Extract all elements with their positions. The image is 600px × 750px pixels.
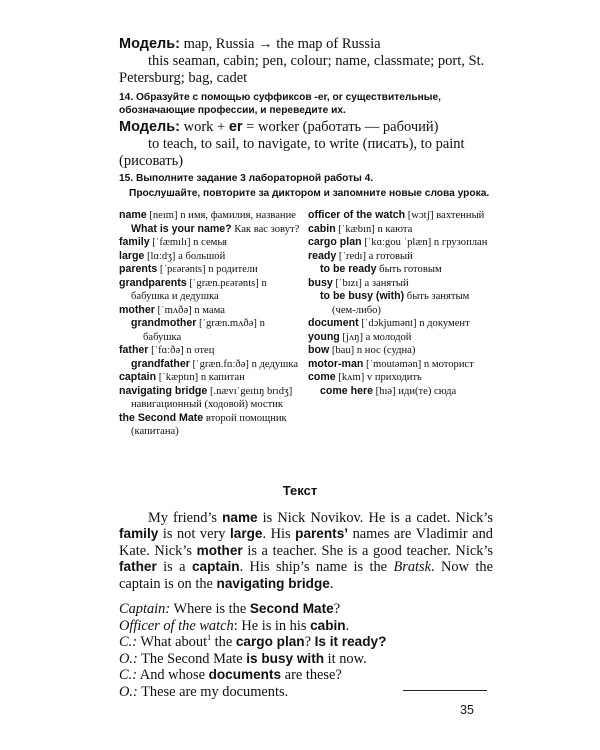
- vocab-definition: быть занятым (чем-либо): [332, 291, 470, 316]
- vocab-definition: [ˈgræn.pɛərənts] n бабушка и дедушка: [131, 277, 267, 302]
- bold-word: Is it ready?: [314, 634, 387, 649]
- vocab-definition: [ˈkɑːgou ˈplæn] n грузоплан: [361, 237, 488, 248]
- text-run: : He is in his: [233, 617, 311, 634]
- vocab-definition: [ˈpɛərənts] n родители: [157, 264, 258, 275]
- bold-word: captain: [191, 559, 240, 575]
- vocab-word: parents: [119, 263, 158, 275]
- model-result: the map of Russia: [272, 36, 381, 52]
- vocab-entry: [119, 250, 302, 264]
- text-run: And whose: [137, 667, 209, 683]
- vocab-entry: [119, 358, 302, 372]
- vocab-entry: [119, 223, 302, 237]
- vocab-definition: [ˈfæmılı] n семья: [149, 237, 228, 248]
- dialog-line: [119, 684, 493, 701]
- vocab-definition: [ˈmʌðə] n мама: [154, 304, 225, 316]
- text-run: ?: [333, 601, 341, 617]
- vocab-entry: [119, 317, 302, 344]
- vocab-entry: [119, 209, 302, 223]
- vocab-word: family: [119, 236, 150, 248]
- vocab-word: father: [119, 344, 149, 356]
- vocab-entry: [308, 317, 491, 331]
- vocab-entry: [119, 236, 302, 250]
- bold-word: documents: [208, 667, 282, 682]
- vocab-entry: [119, 277, 302, 304]
- dialog-line: [119, 667, 493, 684]
- model-1: [119, 36, 491, 53]
- vocab-word: motor-man: [308, 357, 364, 370]
- text-run: . His: [262, 526, 296, 543]
- vocab-word: bow: [308, 344, 330, 356]
- dialog-line: [119, 634, 493, 651]
- vocab-definition: [ˈmoutəmən] n моторист: [363, 358, 474, 370]
- vocab-entry: [308, 344, 491, 358]
- vocab-entry: [308, 236, 491, 250]
- vocab-entry: [119, 263, 302, 277]
- vocab-word: navigating bridge: [119, 384, 208, 397]
- vocab-definition: [ˈgræn.fɑːðə] n дедушка: [189, 358, 299, 370]
- bold-word: Second Mate: [249, 601, 334, 616]
- story-paragraph: [119, 510, 493, 592]
- vocab-entry: [308, 263, 491, 277]
- model-suffix: er: [228, 119, 243, 135]
- dialog-line: [119, 618, 493, 635]
- text-run: is Nick Novikov. He is a cadet. Nick’s: [257, 510, 493, 526]
- text-run: Where is the: [170, 601, 250, 617]
- vocab-definition: [ˈfɑːðə] n отец: [148, 345, 215, 356]
- vocab-definition: быть готовым: [376, 264, 442, 275]
- vocab-word: officer of the watch: [308, 209, 406, 221]
- italic-text: Captain:: [119, 601, 171, 617]
- vocab-entry: [308, 250, 491, 264]
- text-run: .: [345, 617, 350, 634]
- vocabulary-right-column: [308, 209, 491, 398]
- vocabulary-left-column: [119, 209, 302, 439]
- vocab-definition: [kʌm] v приходить: [335, 372, 422, 383]
- text-run: is a teacher. She is a good teacher. Nick’s: [242, 542, 493, 559]
- bold-word: family: [119, 526, 159, 542]
- bold-word: parents’: [295, 526, 349, 542]
- vocab-word: document: [308, 317, 359, 329]
- vocab-word: grandparents: [119, 276, 187, 289]
- text-run: The Second Mate: [137, 650, 247, 667]
- text-run: . His ship’s name is the: [239, 559, 394, 576]
- text-run: .: [329, 575, 334, 592]
- model-result: = worker (работать — рабочий): [242, 119, 439, 135]
- vocab-definition: [ˈbızı] a занятый: [332, 277, 409, 289]
- vocab-word: ready: [308, 249, 337, 262]
- model-example: map, Russia: [179, 36, 259, 52]
- text-run: is a: [156, 559, 192, 576]
- vocab-entry: [119, 344, 302, 358]
- vocab-word: come: [308, 371, 336, 383]
- vocab-definition: [ˈgræn.mʌðə] n бабушка: [143, 318, 265, 343]
- italic-text: O.:: [119, 650, 138, 667]
- vocab-definition: [.nævıˈgeıtıŋ brıdʒ] навигационный (ходовой) мостик: [131, 385, 293, 410]
- vocab-entry: [119, 412, 302, 439]
- footnote-rule: [403, 690, 487, 691]
- vocab-word: come here: [320, 384, 373, 397]
- vocab-word: grandfather: [131, 357, 190, 370]
- vocab-entry: [308, 358, 491, 372]
- model-2-items: to teach, to sail, to navigate, to write (писать), to paint (рисовать): [119, 136, 465, 169]
- vocab-word: What is your name?: [131, 222, 232, 235]
- bold-word: navigating bridge: [216, 575, 330, 591]
- dialog-line: [119, 651, 493, 668]
- dialog-line: [119, 601, 493, 618]
- vocab-definition: [neım] n имя, фамилия, название: [146, 210, 296, 221]
- vocab-word: grandmother: [131, 317, 197, 329]
- italic-text: Bratsk: [393, 559, 432, 576]
- bold-word: cabin: [310, 617, 346, 633]
- task-14: 14. Образуйте с помощью суффиксов -er, or существительные, обозначающие профессии, и переведите их.: [119, 92, 441, 116]
- italic-text: C.:: [119, 634, 137, 650]
- vocab-word: name: [119, 209, 147, 221]
- model-label: Модель:: [119, 36, 180, 52]
- text-run: 1: [207, 633, 212, 643]
- vocab-definition: [bau] n нос (судна): [329, 345, 416, 356]
- vocab-definition: [ˈkæbın] n каюта: [335, 223, 413, 235]
- task-15: 15. Выполните задание 3 лабораторной работы 4.: [119, 173, 374, 184]
- vocab-word: captain: [119, 371, 157, 383]
- bold-word: cargo plan: [235, 634, 305, 649]
- model-example: work +: [179, 119, 229, 135]
- vocab-word: to be busy (with): [320, 290, 405, 302]
- vocab-definition: Как вас зовут?: [231, 223, 300, 235]
- text-run: . Now the captain is on the: [119, 559, 494, 592]
- text-run: are these?: [281, 667, 342, 683]
- vocab-entry: [308, 277, 491, 291]
- vocab-entry: [119, 304, 302, 318]
- text-run: ?: [304, 634, 315, 650]
- vocab-definition: [wɔtʃ] вахтенный: [405, 210, 485, 221]
- text-run: My friend’s: [148, 510, 223, 526]
- vocab-instruction: Прослушайте, повторите за диктором и запомните новые слова урока.: [129, 188, 490, 199]
- italic-text: O.:: [119, 683, 138, 700]
- vocab-word: cargo plan: [308, 236, 362, 248]
- dialog: [119, 601, 493, 700]
- italic-text: C.:: [119, 667, 137, 683]
- vocab-entry: [308, 290, 491, 317]
- vocab-definition: [lɑːdʒ] a большой: [144, 250, 226, 262]
- bold-word: name: [222, 510, 258, 525]
- vocab-definition: [jʌŋ] a молодой: [339, 331, 412, 343]
- text-run: names are Vladimir and Kate. Nick’s: [119, 526, 493, 559]
- vocab-word: young: [308, 330, 340, 343]
- vocab-entry: [119, 385, 302, 412]
- vocab-word: cabin: [308, 222, 336, 235]
- vocab-word: large: [119, 249, 145, 262]
- vocab-word: to be ready: [320, 263, 377, 275]
- vocab-entry: [308, 209, 491, 223]
- text-run: These are my documents.: [137, 683, 289, 700]
- arrow-icon: →: [258, 36, 273, 52]
- vocab-word: mother: [119, 303, 155, 316]
- vocab-definition: [ˈdɔkjumənt] n документ: [358, 318, 470, 329]
- vocab-definition: второй помощник (капитана): [131, 412, 287, 437]
- vocab-entry: [308, 385, 491, 399]
- vocab-entry: [308, 223, 491, 237]
- exercise-block: [119, 36, 491, 200]
- vocab-definition: [ˈkæptın] n капитан: [156, 372, 245, 383]
- bold-word: father: [119, 559, 157, 575]
- italic-text: Officer of the watch: [119, 617, 234, 634]
- bold-word: mother: [196, 542, 243, 558]
- vocab-entry: [119, 371, 302, 385]
- vocab-entry: [308, 371, 491, 385]
- text-title: Текст: [282, 483, 318, 498]
- model-2: [119, 119, 491, 136]
- model-1-items: this seaman, cabin; pen, colour; name, classmate; port, St. Petersburg; bag, cadet: [119, 53, 485, 86]
- page-number: 35: [460, 703, 474, 717]
- vocab-definition: [hıə] иди(те) сюда: [373, 385, 457, 397]
- vocab-definition: [ˈredı] a готовый: [336, 250, 413, 262]
- bold-word: is busy with: [246, 650, 325, 666]
- bold-word: large: [230, 526, 263, 542]
- vocab-entry: [308, 331, 491, 345]
- text-run: is not very: [158, 526, 230, 543]
- text-run: What about: [137, 634, 208, 650]
- text-run: the: [211, 634, 236, 650]
- text-run: it now.: [324, 650, 367, 667]
- vocab-word: the Second Mate: [119, 411, 204, 424]
- vocab-word: busy: [308, 276, 333, 289]
- model-label: Модель:: [119, 119, 180, 135]
